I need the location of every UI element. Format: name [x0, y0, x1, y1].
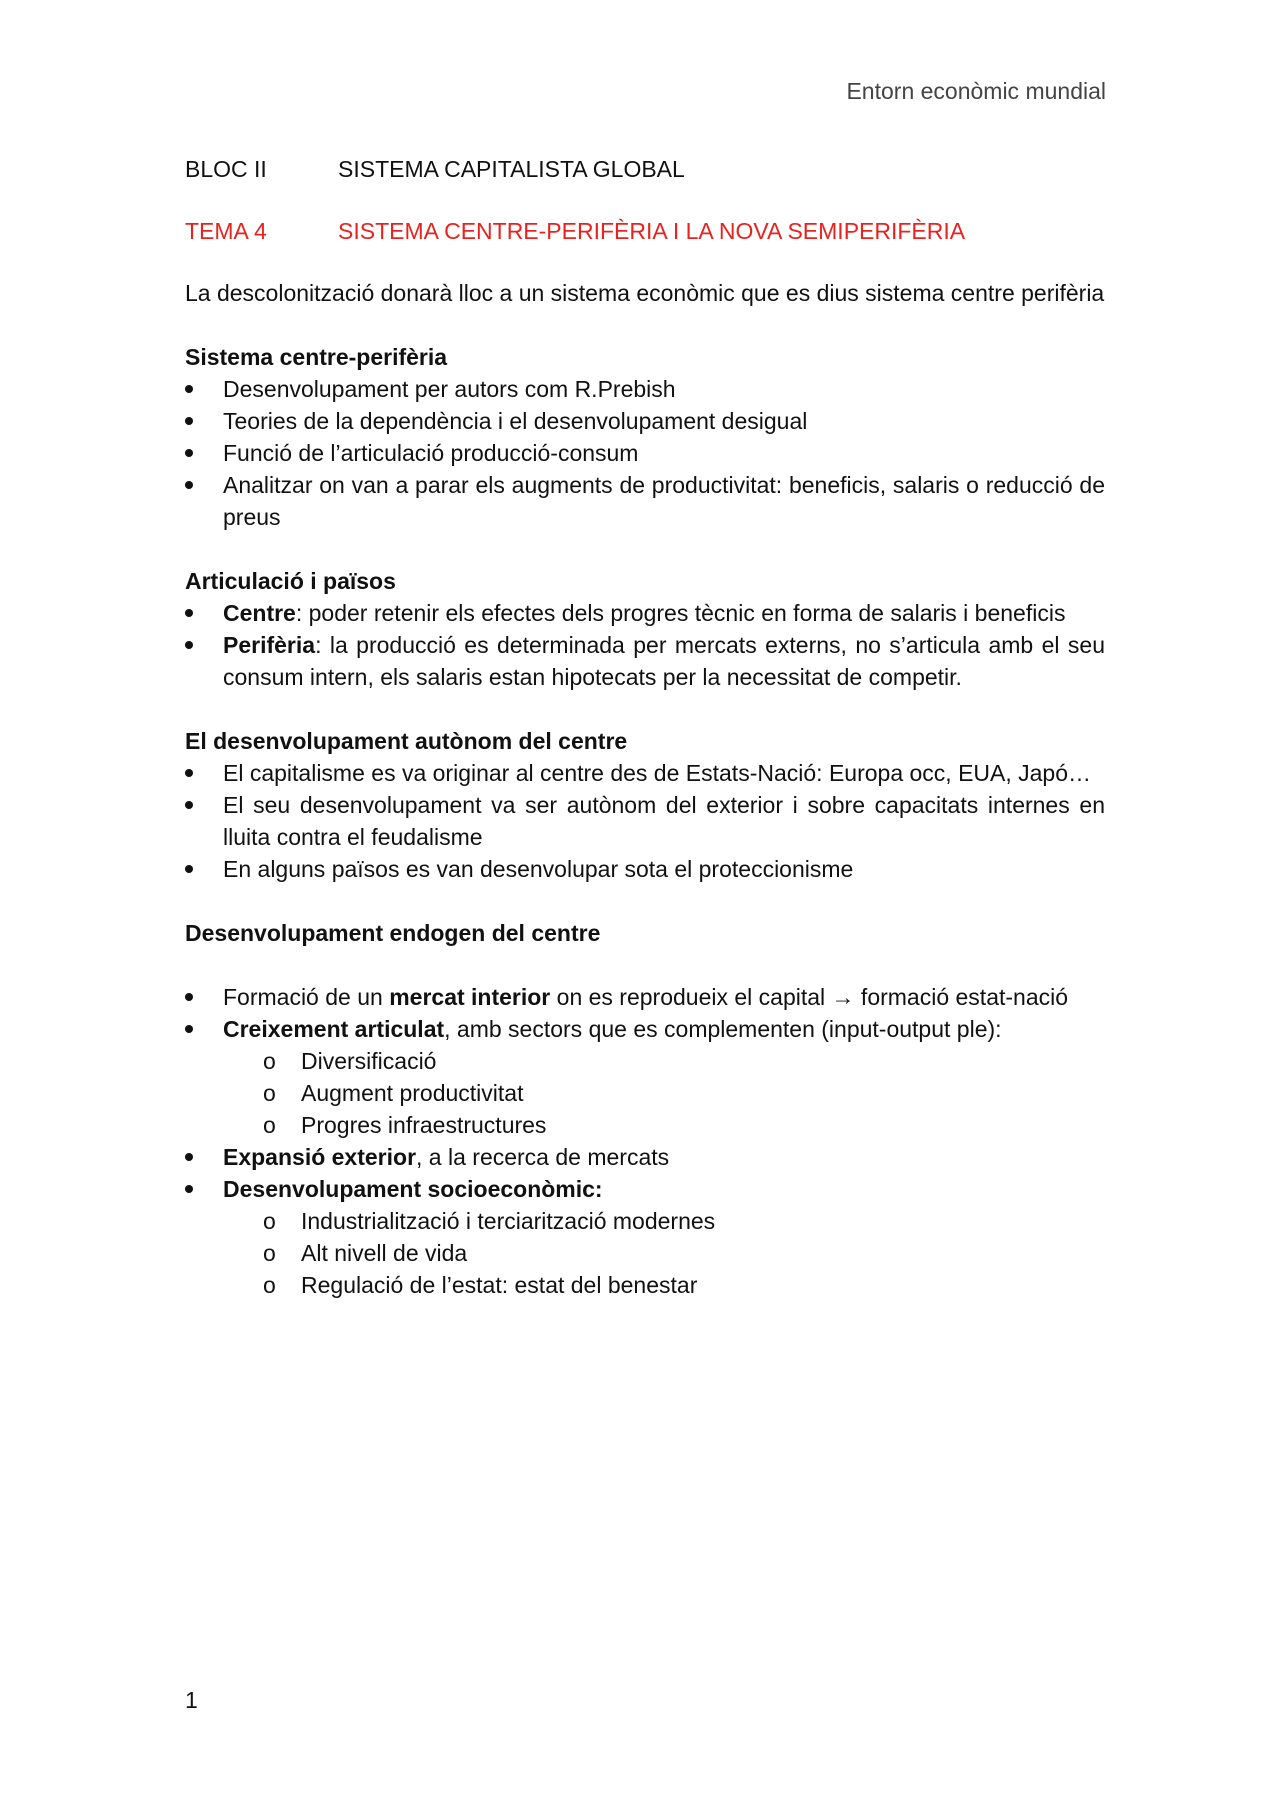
sub-item-text: Progres infraestructures: [301, 1112, 547, 1138]
list-item-text: El seu desenvolupament va ser autònom del exterior i sobre capacitats internes en lluita contra el feudalisme: [223, 792, 1105, 850]
bold-term: Perifèria: [223, 632, 316, 658]
bold-term: mercat interior: [389, 984, 551, 1010]
list-item: [185, 1141, 1105, 1173]
list-item: [185, 1013, 1105, 1045]
list-item-text: , amb sectors que es complementen (input-output ple):: [444, 1016, 1002, 1042]
sub-item-text: Augment productivitat: [301, 1080, 524, 1106]
circle-bullet-icon: o: [263, 1080, 276, 1106]
intro-paragraph: La descolonització donarà lloc a un sistema econòmic que es dius sistema centre perifèria: [185, 280, 1105, 306]
section-heading: Articulació i països: [185, 568, 396, 594]
page-number: 1: [185, 1687, 198, 1713]
list-item-text: Teories de la dependència i el desenvolupament desigual: [223, 408, 808, 434]
tema-title-row: [185, 215, 1105, 247]
list-item-text: Desenvolupament per autors com R.Prebish: [223, 376, 676, 402]
list-item-text: El capitalisme es va originar al centre des de Estats-Nació: Europa occ, EUA, Japó…: [223, 760, 1092, 786]
bloc-label: BLOC II: [185, 156, 267, 182]
sub-list-item: [185, 1077, 1105, 1109]
list-item-text: on es reprodueix el capital: [550, 984, 832, 1010]
section-articulacio-paisos: [185, 565, 1105, 693]
bullet-icon: [185, 993, 193, 1001]
list-item-text: formació estat-nació: [854, 984, 1069, 1010]
section-heading: Sistema centre-perifèria: [185, 344, 448, 370]
bullet-icon: [185, 769, 193, 777]
bold-term: Centre: [223, 600, 296, 626]
bold-term: Expansió exterior: [223, 1144, 417, 1170]
bold-term: Creixement articulat: [223, 1016, 445, 1042]
list-item: [185, 469, 1105, 533]
bullet-list: [185, 373, 1105, 533]
list-item: [185, 1173, 1105, 1205]
bullet-icon: [185, 385, 193, 393]
list-item: [185, 597, 1105, 629]
sub-item-text: Industrialització i terciarització modernes: [301, 1208, 716, 1234]
list-item: [185, 437, 1105, 469]
bullet-list: [185, 757, 1105, 885]
section-desenvolupament-autonom: [185, 725, 1105, 885]
sub-list: [185, 1205, 1105, 1301]
section-desenvolupament-endogen: [185, 917, 1105, 1301]
list-item: [185, 629, 1105, 693]
bullet-icon: [185, 417, 193, 425]
sub-list-item: [185, 1045, 1105, 1077]
sub-list-item: [185, 1109, 1105, 1141]
list-item-text: : la producció es determinada per mercats externs, no s’articula amb el seu consum intern, els salaris estan hipotecats per la necessitat de competir.: [223, 632, 1105, 690]
section-heading: Desenvolupament endogen del centre: [185, 920, 601, 946]
circle-bullet-icon: o: [263, 1112, 276, 1138]
tema-label: TEMA 4: [185, 218, 267, 244]
list-item: [185, 853, 1105, 885]
circle-bullet-icon: o: [263, 1272, 276, 1298]
list-item: [185, 981, 1105, 1013]
bullet-icon: [185, 865, 193, 873]
section-centre-periferia: [185, 341, 1105, 533]
circle-bullet-icon: o: [263, 1048, 276, 1074]
bullet-icon: [185, 481, 193, 489]
bold-term: Desenvolupament socioeconòmic:: [223, 1176, 603, 1202]
bloc-title: SISTEMA CAPITALISTA GLOBAL: [338, 156, 685, 182]
bullet-icon: [185, 1153, 193, 1161]
bullet-icon: [185, 609, 193, 617]
list-item: [185, 789, 1105, 853]
list-item: [185, 757, 1105, 789]
list-item-text: : poder retenir els efectes dels progres tècnic en forma de salaris i beneficis: [295, 600, 1066, 626]
sub-item-text: Alt nivell de vida: [301, 1240, 468, 1266]
running-header: Entorn econòmic mundial: [846, 78, 1106, 104]
sub-item-text: Diversificació: [301, 1048, 437, 1074]
list-item-text: , a la recerca de mercats: [416, 1144, 670, 1170]
bullet-icon: [185, 1025, 193, 1033]
list-item-text: En alguns països es van desenvolupar sota el proteccionisme: [223, 856, 854, 882]
list-item-text: Analitzar on van a parar els augments de productivitat: beneficis, salaris o reducció de preus: [223, 472, 1105, 530]
sub-list-item: [185, 1269, 1105, 1301]
document-body: [185, 153, 1105, 1301]
sub-item-text: Regulació de l’estat: estat del benestar: [301, 1272, 698, 1298]
list-item: [185, 405, 1105, 437]
bullet-icon: [185, 1185, 193, 1193]
sub-list-item: [185, 1237, 1105, 1269]
bullet-icon: [185, 641, 193, 649]
list-item-text: Funció de l’articulació producció-consum: [223, 440, 639, 466]
sub-list: [185, 1045, 1105, 1141]
bullet-icon: [185, 801, 193, 809]
bullet-list: [185, 981, 1105, 1045]
bullet-icon: [185, 449, 193, 457]
circle-bullet-icon: o: [263, 1240, 276, 1266]
list-item: [185, 373, 1105, 405]
section-heading: El desenvolupament autònom del centre: [185, 728, 628, 754]
bullet-list: [185, 597, 1105, 693]
arrow-right-icon: →: [831, 984, 855, 1010]
circle-bullet-icon: o: [263, 1208, 276, 1234]
bullet-list: [185, 1141, 1105, 1205]
list-item-text: Formació de un: [223, 984, 390, 1010]
bloc-title-row: [185, 153, 1105, 185]
sub-list-item: [185, 1205, 1105, 1237]
tema-title: SISTEMA CENTRE-PERIFÈRIA I LA NOVA SEMIPERIFÈRIA: [338, 218, 966, 244]
